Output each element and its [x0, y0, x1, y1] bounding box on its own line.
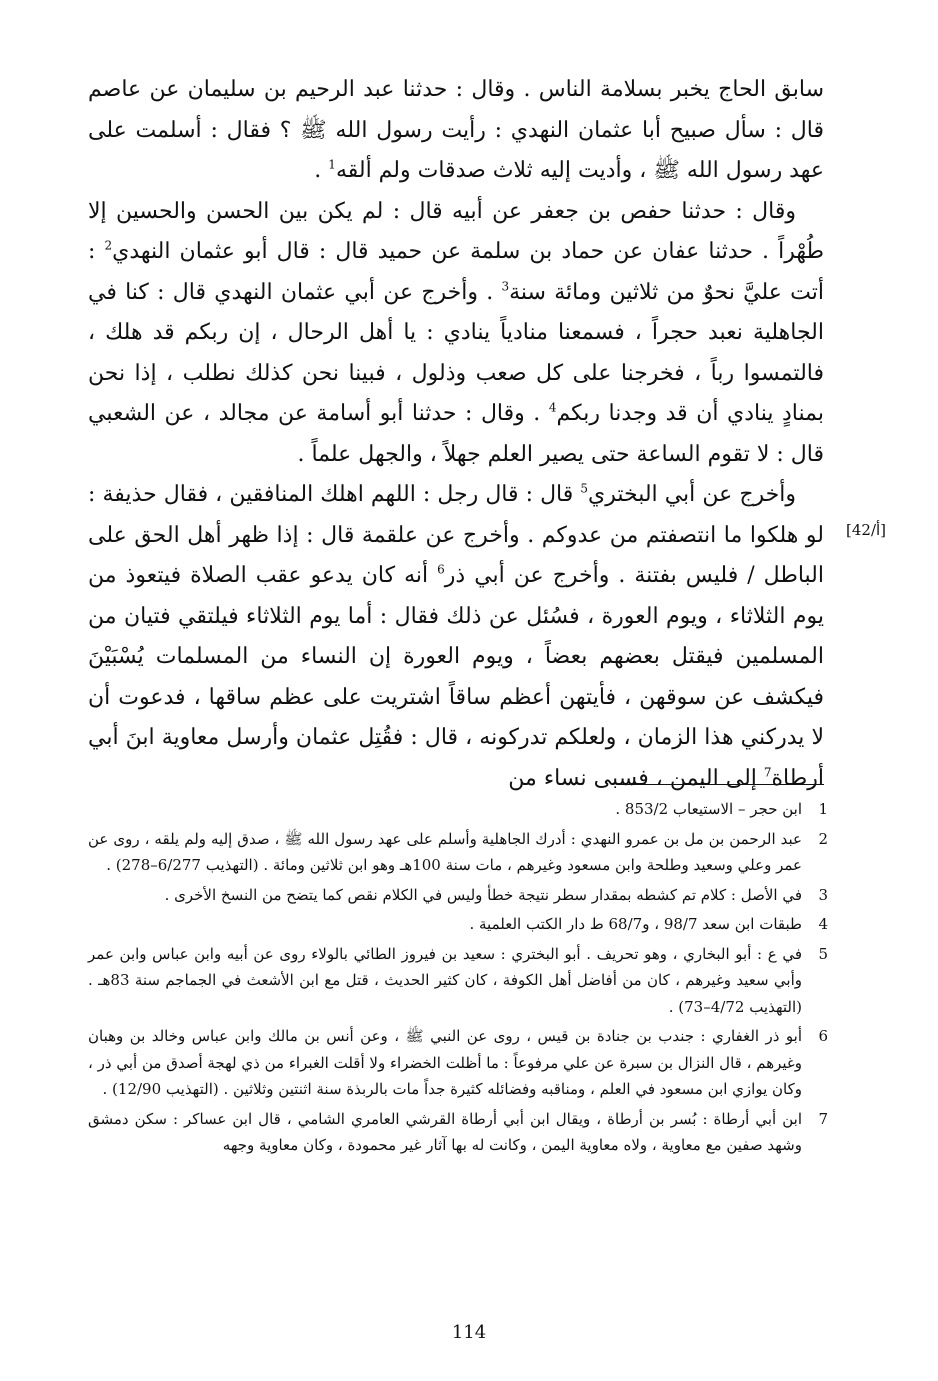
- margin-folio-reference: [42/أ]: [846, 521, 887, 539]
- paragraph-2: [88, 192, 824, 476]
- paragraph-text: : أتت عليَّ نحوٌ من ثلاثين ومائة سنة: [88, 239, 825, 305]
- paragraph-text: إلى اليمن ، فسبى نساء من: [508, 765, 764, 791]
- main-text: [88, 70, 824, 799]
- footnote-text: عبد الرحمن بن مل بن عمرو النهدي : أدرك الجاهلية وأسلم على عهد رسول الله ﷺ ، صدق إليه ولم يلقه ، روى عن عمر وعلي وسعيد وطلحة وابن مسعود وغيرهم ، مات سنة 100هـ وهو ابن ثلاثين ومائة . (التهذيب 6/277–278) .: [88, 829, 802, 874]
- footnote-text: ابن أبي أرطاة : بُسر بن أرطاة ، ويقال ابن أبي أرطاة القرشي العامري الشامي ، قال ابن عساكر : سكن دمشق وشهد صفين مع معاوية ، ولاه معاوية اليمن ، وكانت له بها آثار غير محمودة ، وكان معاوية وجهه: [88, 1109, 802, 1154]
- footnote-text: في الأصل : كلام تم كشطه بمقدار سطر نتيجة خطأ وليس في الكلام نقص كما يتضح من النسخ الأخرى .: [164, 885, 802, 904]
- footnote-marker: 5: [580, 481, 588, 496]
- footnote-7: [88, 1106, 828, 1159]
- footnote-marker: 4: [548, 400, 557, 415]
- footnote-1: [88, 796, 828, 823]
- footnote-text: في ع : أبو البخاري ، وهو تحريف . أبو البختري : سعيد بن فيروز الطائي بالولاء روى عن أبيه وابن عباس وابن عمر وأبي سعيد وغيرهم ، كان من أفاضل أهل الكوفة ، كان كثير الحديث ، قتل مع ابن الأشعث في الجماجم سنة 83هـ . (التهذيب 4/72–73) .: [88, 944, 802, 1016]
- footnote-2: [88, 826, 828, 879]
- paragraph-text: قال : قال رجل : اللهم اهلك المنافقين ، فقال حذيفة : لو هلكوا ما انتصفتم من عدوكم . وأخرج عن علقمة قال : إذا ظهر أهل الحق على الباطل / فليس بفتنة . وأخرج عن أبي ذر: [88, 482, 824, 588]
- paragraph-3: [88, 475, 824, 799]
- footnote-number: 3: [818, 885, 828, 904]
- footnote-text: ابن حجر – الاستيعاب 853/2 .: [615, 800, 802, 818]
- footnote-text: أبو ذر الغفاري : جندب بن جنادة بن قيس ، روى عن النبي ﷺ ، وعن أنس بن مالك وابن عباس وخالد بن وهبان وغيرهم ، قال النزال بن سبرة عن علي مرفوعاً : ما أظلت الخضراء ولا أقلت الغبراء من ذي لهجة أصدق من أبي ذر ، وكان يوازي ابن مسعود في العلم ، ومناقبه وفضائله كثيرة جداً مات بالربذة سنة اثنتين وثلاثين . (التهذيب 12/90) .: [88, 1027, 803, 1098]
- footnote-number: 6: [818, 1027, 828, 1045]
- paragraph-1: [88, 70, 824, 192]
- footnote-number: 4: [818, 915, 828, 933]
- footnote-3: [88, 882, 828, 909]
- footnote-marker: 1: [328, 157, 336, 172]
- footnote-number: 1: [818, 800, 828, 818]
- paragraph-text: .: [314, 158, 329, 183]
- footnote-5: [88, 941, 828, 1021]
- paragraph-text: . وقال : حدثنا أبو أسامة عن مجالد ، عن الشعبي قال : لا تقوم الساعة حتى يصير العلم جهلاً ، والجهل علماً .: [88, 401, 824, 467]
- footnote-marker: 7: [763, 765, 772, 780]
- footnote-separator: [620, 784, 824, 785]
- footnote-number: 7: [818, 1109, 828, 1128]
- paragraph-text: . وأخرج عن أبي عثمان النهدي قال : كنا في الجاهلية نعبد حجراً ، فسمعنا منادياً ينادي : يا أهل الرحال ، إن ربكم قد هلك ، فالتمسوا رباً ، فخرجنا على كل صعب وذلول ، فبينا نحن كذلك نطلب ، إذا نحن بمنادٍ ينادي أن قد وجدنا ربكم: [88, 279, 824, 426]
- footnote-marker: 6: [437, 562, 445, 577]
- paragraph-text: وأخرج عن أبي البختري: [588, 482, 796, 507]
- footnote-marker: 2: [104, 238, 113, 253]
- footnote-number: 5: [818, 944, 828, 963]
- footnote-6: [88, 1023, 828, 1103]
- footnote-number: 2: [818, 829, 828, 848]
- paragraph-text: أنه كان يدعو عقب الصلاة فيتعوذ من يوم الثلاثاء ، ويوم العورة ، فسُئل عن ذلك فقال : أما يوم الثلاثاء فيلتقي فتيان من المسلمين فيقتل بعضهم بعضاً ، ويوم العورة إن النساء من المسلمات يُسْبَيْنَ فيكشف عن سوقهن ، فأيتهن أعظم ساقاً اشتريت على عظم ساقها ، فدعوت أن لا يدركني هذا الزمان ، ولعلكم تدركونه ، قال : فقُتِل عثمان وأرسل معاوية ابنَ أبي أرطاة: [88, 563, 824, 791]
- footnotes: [88, 796, 828, 1162]
- footnote-4: [88, 911, 828, 938]
- paragraph-text: وقال : حدثنا حفص بن جعفر عن أبيه قال : لم يكن بين الحسن والحسين إلا طُهْراً . حدثنا عفان عن حماد بن سلمة عن حميد قال : قال أبو عثمان النهدي: [88, 198, 824, 264]
- footnote-marker: 3: [501, 279, 510, 294]
- page-number: 114: [451, 1322, 487, 1343]
- footnote-text: طبقات ابن سعد 98/7 ، و68/7 ط دار الكتب العلمية .: [469, 915, 802, 933]
- paragraph-text: سابق الحاج يخبر بسلامة الناس . وقال : حدثنا عبد الرحيم بن سليمان عن عاصم قال : سأل صبيح أبا عثمان النهدي : رأيت رسول الله ﷺ ؟ فقال : أسلمت على عهد رسول الله ﷺ ، وأديت إليه ثلاث صدقات ولم ألقه: [88, 77, 824, 183]
